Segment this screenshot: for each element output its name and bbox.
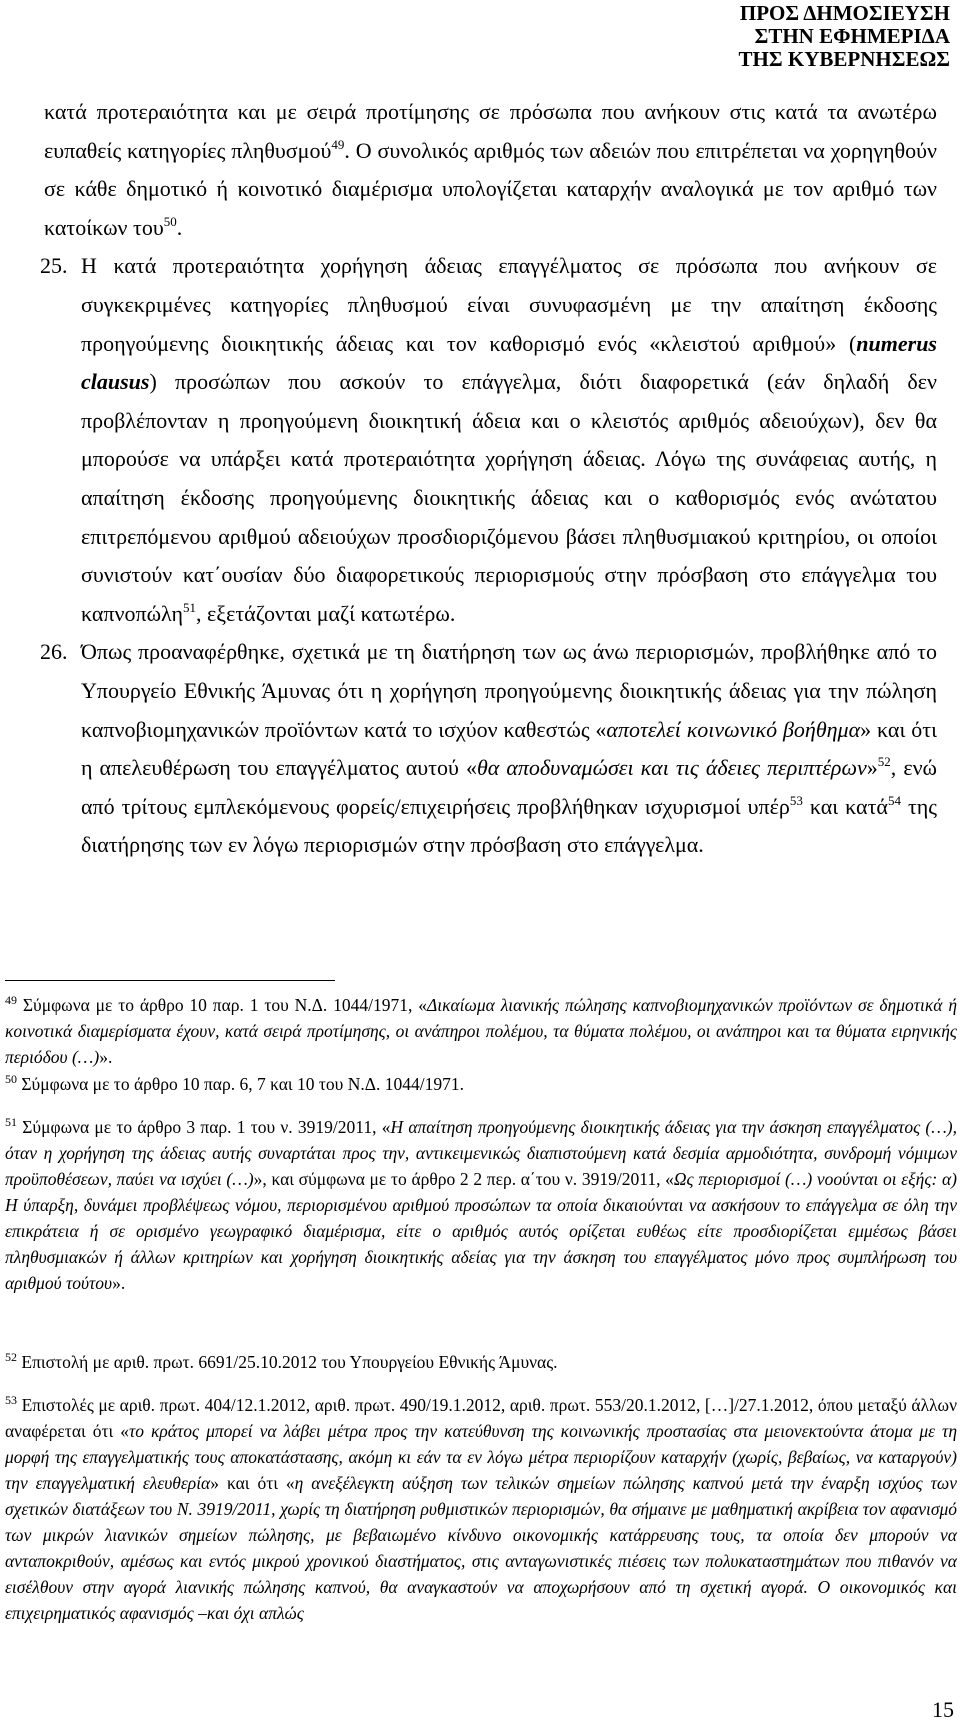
- footnote-ref-49[interactable]: 49: [331, 136, 345, 152]
- fn51-text-a: Σύμφωνα με το άρθρο 3 παρ. 1 του ν. 3919/2011, «: [17, 1117, 391, 1137]
- p25-latin-term: numerus clausus: [81, 330, 937, 395]
- header-line-3: ΤΗΣ ΚΥΒΕΡΝΗΣΕΩΣ: [738, 47, 950, 71]
- footnote-ref-50[interactable]: 50: [163, 213, 177, 229]
- fn51-italic-b: Ως περιορισμοί (…) νοούνται οι εξής: α) Η ύπαρξη, δυνάμει προβλέψεως νόμου, περιορισμένου αριθμού προσώπων τα οποία δικαιούνται να ασκήσουν το επάγγελμα σε όλη την επικράτεια ή σε ορισμένο γεωγραφικό διαμέρισμα, είτε ο αριθμός αυτός ορίζεται ευθέως είτε προσδιορίζεται εμμέσως βάσει πληθυσμιακών ή άλλων κριτηρίων και χορήγηση διοικητικής αδείας για την άσκηση του επαγγέλματος μόνο προς συμπλήρωση του αριθμού τούτου: [5, 1169, 957, 1293]
- fn52-text: Επιστολή με αριθ. πρωτ. 6691/25.10.2012 του Υπουργείου Εθνικής Άμυνας.: [17, 1352, 558, 1372]
- p25-text-c: , εξετάζονται μαζί κατωτέρω.: [196, 600, 456, 626]
- paragraph-25: [40, 247, 937, 633]
- header-line-2: ΣΤΗΝ ΕΦΗΜΕΡΙΔΑ: [754, 24, 950, 48]
- footnote-ref-51[interactable]: 51: [183, 599, 197, 615]
- footnote-49: [5, 992, 957, 1070]
- p26-quote-b: θα αποδυναμώσει και τις άδειες περιπτέρων: [476, 755, 867, 781]
- fn51-text-b: », και σύμφωνα με το άρθρο 2 2 περ. α΄του ν. 3919/2011, «: [253, 1169, 674, 1189]
- page-number: 15: [932, 1697, 954, 1722]
- footnote-number-51: 51: [5, 1115, 17, 1129]
- p26-text-b: » και ότι η απελευθέρωση του επαγγέλματος αυτού «: [81, 716, 937, 781]
- fn53-text-a: Επιστολές με αριθ. πρωτ. 404/12.1.2012, αριθ. πρωτ. 490/19.1.2012, αριθ. πρωτ. 553/20.1.2012, […]/27.1.2012, όπου μεταξύ άλλων αναφέρεται ότι «: [5, 1395, 957, 1441]
- p26-text-d: , ενώ από τρίτους εμπλεκόμενους φορείς/επιχειρήσεις προβλήθηκαν ισχυρισμοί υπέρ: [81, 755, 937, 819]
- footnote-separator: [5, 980, 335, 981]
- p26-text-e: και κατά: [802, 793, 888, 819]
- footnote-ref-52[interactable]: 52: [877, 754, 891, 770]
- fn49-italic: Δικαίωμα λιανικής πώλησης καπνοβιομηχανικών προϊόντων σε δημοτικά ή κοινοτικά διαμερίσματα έχουν, κατά σειρά προτίμησης, οι ανάπηροι πολέμου, τα θύματα πολέμου, οι ανάπηροι και τα θύματα ειρηνικής περιόδου (…): [5, 995, 958, 1067]
- footnote-51: [5, 1114, 957, 1296]
- fn49-text-b: ».: [99, 1047, 113, 1067]
- p26-text-c: »: [866, 755, 878, 781]
- footnote-number-52: 52: [5, 1350, 17, 1364]
- footnote-53: [5, 1392, 957, 1626]
- fn50-text: Σύμφωνα με το άρθρο 10 παρ. 6, 7 και 10 του Ν.Δ. 1044/1971.: [17, 1074, 464, 1094]
- intro-text-c: .: [176, 214, 183, 240]
- intro-text-a: κατά προτεραιότητα και με σειρά προτίμησης σε πρόσωπα που ανήκουν στις κατά τα ανωτέρω ευπαθείς κατηγορίες πληθυσμού: [44, 99, 937, 163]
- paragraph-number-26: 26.: [40, 639, 68, 665]
- fn53-italic-a: το κράτος μπορεί να λάβει μέτρα προς την κατεύθυνση της κοινωνικής προστασίας στα μειονεκτούντα άτομα με τη μορφή της επαγγελματικής τους αποκατάστασης, ακόμη κι εάν τα εν λόγω μέτρα περιορίζουν καταρχήν (χωρίς, βεβαίως, να καταργούν) την επαγγελματική ελευθερία: [5, 1421, 957, 1493]
- footnote-number-50: 50: [5, 1072, 17, 1086]
- paragraph-26: [40, 633, 938, 865]
- publication-header: [739, 2, 950, 71]
- p25-text-a: Η κατά προτεραιότητα χορήγηση άδειας επαγγέλματος σε πρόσωπα που ανήκουν σε συγκεκριμένες κατηγορίες πληθυσμού είναι συνυφασμένη με την απαίτηση έκδοσης προηγούμενης διοικητικής άδειας και τον καθορισμό ενός «κλειστού αριθμού» (: [81, 253, 937, 356]
- fn53-text-b: » και ότι «: [210, 1473, 295, 1493]
- fn53-italic-b: η ανεξέλεγκτη αύξηση των τελικών σημείων πώλησης καπνού μετά την έναρξη ισχύος των σχετικών διατάξεων του Ν. 3919/2011, χωρίς τη διατήρηση ρυθμιστικών περιορισμών, θα σήμαινε με μαθηματική ακρίβεια τον αφανισμό των μικρών λιανικών σημείων πώλησης, με βεβαιωμένο κίνδυνο οικονομικής κατάρρευσης τους, τα οποία δεν μπορούν να ανταποκριθούν, αμέσως και εντός μικρού χρονικού διαστήματος, στις ανταγωνιστικές πιέσεις των πολυκαταστημάτων που πιθανόν να εισέλθουν στην αγορά λιανικής πώλησης καπνού, θα αναγκαστούν να αποχωρήσουν από τη σχετική αγορά. Ο οικονομικός και επιχειρηματικός αφανισμός –και όχι απλώς: [5, 1473, 957, 1623]
- p26-text-a: Όπως προαναφέρθηκε, σχετικά με τη διατήρηση των ως άνω περιορισμών, προβλήθηκε από το Υπουργείο Εθνικής Άμυνας ότι η χορήγηση προηγούμενης διοικητικής άδειας για την πώληση καπνοβιομηχανικών προϊόντων κατά το ισχύον καθεστώς «: [81, 639, 937, 742]
- footnote-ref-53[interactable]: 53: [789, 792, 803, 808]
- footnote-52: [5, 1349, 957, 1375]
- footnote-ref-54[interactable]: 54: [887, 792, 901, 808]
- document-body: [40, 93, 938, 865]
- footnote-50: [5, 1071, 957, 1097]
- intro-paragraph: [44, 93, 937, 247]
- intro-text-b: . Ο συνολικός αριθμός των αδειών που επιτρέπεται να χορηγηθούν σε κάθε δημοτικό ή κοινοτικό διαμέρισμα υπολογίζεται καταρχήν αναλογικά με τον αριθμό των κατοίκων του: [44, 137, 938, 240]
- footnote-number-49: 49: [5, 993, 17, 1007]
- paragraph-number-25: 25.: [40, 253, 68, 279]
- footnote-number-53: 53: [5, 1393, 17, 1407]
- p25-text-b: ) προσώπων που ασκούν το επάγγελμα, διότι διαφορετικά (εάν δηλαδή δεν προβλέπονταν η προηγούμενη διοικητική άδεια και ο κλειστός αριθμός αδειούχων), δεν θα μπορούσε να υπάρξει κατά προτεραιότητα χορήγηση άδειας. Λόγω της συνάφειας αυτής, η απαίτηση έκδοσης προηγούμενης διοικητικής άδειας και ο καθορισμός ενός ανώτατου επιτρεπόμενου αριθμού αδειούχων προσδιοριζόμενου βάσει πληθυσμιακού κριτηρίου, οι οποίοι συνιστούν κατ΄ουσίαν δύο διαφορετικούς περιορισμούς στην πρόσβαση στο επάγγελμα του καπνοπώλη: [81, 369, 937, 626]
- p26-quote-a: αποτελεί κοινωνικό βοήθημα: [606, 716, 861, 742]
- fn51-italic-a: Η απαίτηση προηγούμενης διοικητικής άδειας για την άσκηση επαγγέλματος (…), όταν η χορήγηση της άδειας αυτής συναρτάται προς την, αντικειμενικώς διαπιστούμενη κατά δεσμία αρμοδιότητα, συνδρομή νόμιμων προϋποθέσεων, παύει να ισχύει (…): [5, 1117, 957, 1189]
- fn49-text-a: Σύμφωνα με το άρθρο 10 παρ. 1 του Ν.Δ. 1044/1971, «: [17, 995, 427, 1015]
- fn51-text-c: ».: [112, 1273, 126, 1293]
- header-line-1: ΠΡΟΣ ΔΗΜΟΣΙΕΥΣΗ: [739, 1, 950, 25]
- p26-text-f: της διατήρησης των εν λόγω περιορισμών στην πρόσβαση στο επάγγελμα.: [81, 793, 938, 858]
